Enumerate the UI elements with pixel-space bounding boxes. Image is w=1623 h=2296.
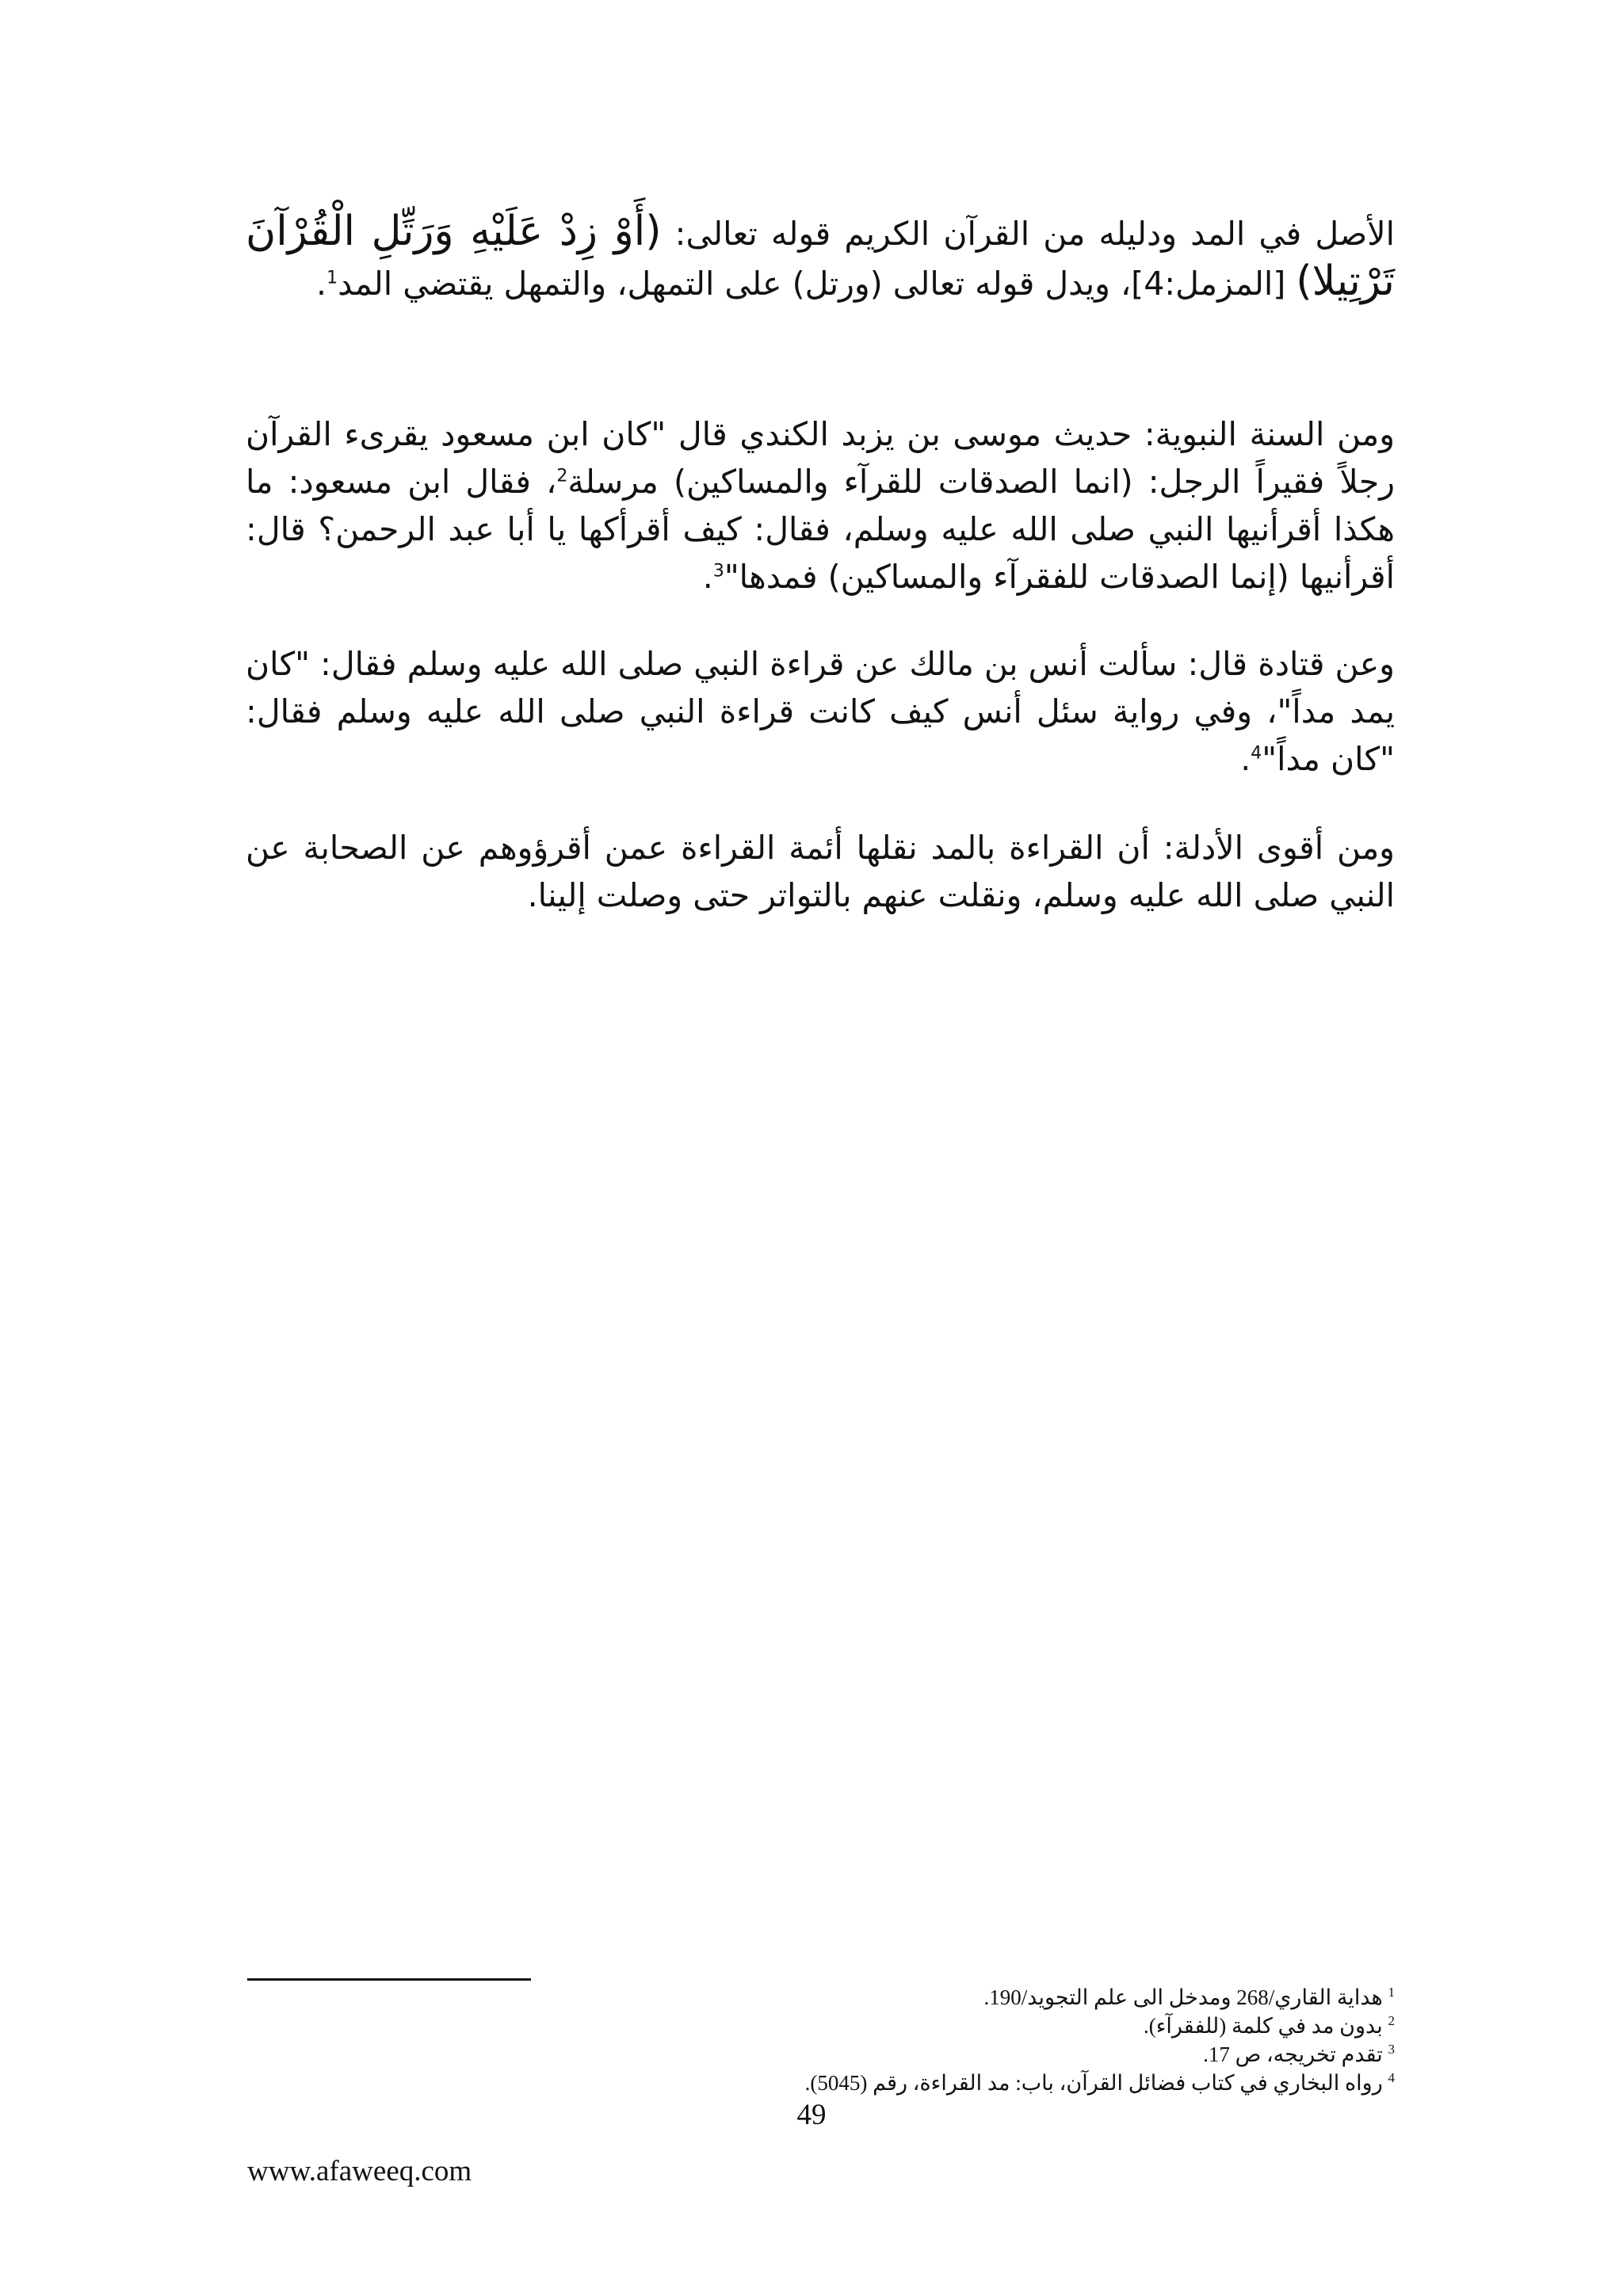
footnote-item: $^2$ بدون مد في كلمة (للفقرآء). [1143, 2013, 1395, 2038]
footnote-ref[interactable]: 4 [1251, 743, 1262, 764]
footnote-divider [247, 1978, 531, 1981]
paragraph-strongest-evidence [246, 824, 1395, 919]
footnotes-section [475, 1983, 1395, 2097]
paragraph-text: [المزمل:4]، ويدل قوله تعالى (ورتل) على التمهل، والتمهل يقتضي المد [338, 265, 1296, 303]
paragraph-quran-evidence: الأصل في المد ودليله من القرآن الكريم قوله تعالى: (أَوْ زِدْ عَلَيْهِ وَرَتِّلِ الْقُرْآنَ تَرْتِيلا) [المزمل:4]، ويدل قوله تعالى (ورتل) على التمهل، والتمهل يقتضي المد$^1$. [246, 208, 1395, 305]
footnote-item: $^3$ تقدم تخريجه، ص 17. [1203, 2042, 1395, 2066]
page-number: 49 [796, 2099, 827, 2131]
paragraph-text: الأصل في المد ودليله من القرآن الكريم قوله تعالى: [661, 215, 1395, 253]
paragraph-text: ومن أقوى الأدلة: أن القراءة بالمد نقلها أئمة القراءة عمن أقرؤوهم عن الصحابة عن النبي صلى الله عليه وسلم، ونقلت عنهم بالتواتر حتى وصلت إلينا. [246, 829, 1395, 914]
paragraph-qatada-narration: وعن قتادة قال: سألت أنس بن مالك عن قراءة النبي صلى الله عليه وسلم فقال: "كان يمد مداً"، وفي رواية سئل أنس كيف كانت قراءة النبي صلى الله عليه وسلم فقال: "كان مداً"$^4$. [246, 645, 1395, 778]
footnote-item: $^4$ رواه البخاري في كتاب فضائل القرآن، باب: مد القراءة، رقم (5045). [804, 2070, 1395, 2095]
footnote-ref[interactable]: 1 [327, 268, 338, 288]
paragraph-sunnah-evidence: ومن السنة النبوية: حديث موسى بن يزبد الكندي قال "كان ابن مسعود يقرىء القرآن رجلاً فقيراً الرجل: (انما الصدقات للقرآء والمساكين) مرسلة$^2$، فقال ابن مسعود: ما هكذا أقرأنيها النبي صلى الله عليه وسلم، فقال: كيف أقرأكها يا أبا عبد الرحمن؟ قال: أقرأنيها (إنما الصدقات للفقرآء والمساكين) فمدها"$^3$. [246, 415, 1395, 596]
footnote-item: $^1$ هداية القاري/268 ومدخل الى علم التجويد/190. [983, 1985, 1395, 2009]
footnote-ref[interactable]: 2 [556, 466, 568, 486]
paragraph-text: ومن السنة النبوية: حديث موسى بن يزبد الكندي قال "كان ابن مسعود يقرىء القرآن رجلاً فقيراً الرجل: (انما الصدقات للقرآء والمساكين) مرسلة [246, 415, 1395, 501]
paragraph-text: ، فقال ابن مسعود: ما هكذا أقرأنيها النبي صلى الله عليه وسلم، فقال: كيف أقرأكها يا أبا عبد الرحمن؟ قال: أقرأنيها (إنما الصدقات للفقرآء والمساكين) فمدها" [246, 463, 1395, 596]
paragraph-text: وعن قتادة قال: سألت أنس بن مالك عن قراءة النبي صلى الله عليه وسلم فقال: "كان يمد مداً"، وفي رواية سئل أنس كيف كانت قراءة النبي صلى الله عليه وسلم فقال: "كان مداً" [246, 645, 1395, 778]
footnote-ref[interactable]: 3 [712, 561, 724, 582]
quran-verse: (أَوْ زِدْ عَلَيْهِ وَرَتِّلِ الْقُرْآنَ تَرْتِيلا) [246, 208, 1395, 305]
website-link[interactable]: www.afaweeq.com [247, 2155, 472, 2187]
